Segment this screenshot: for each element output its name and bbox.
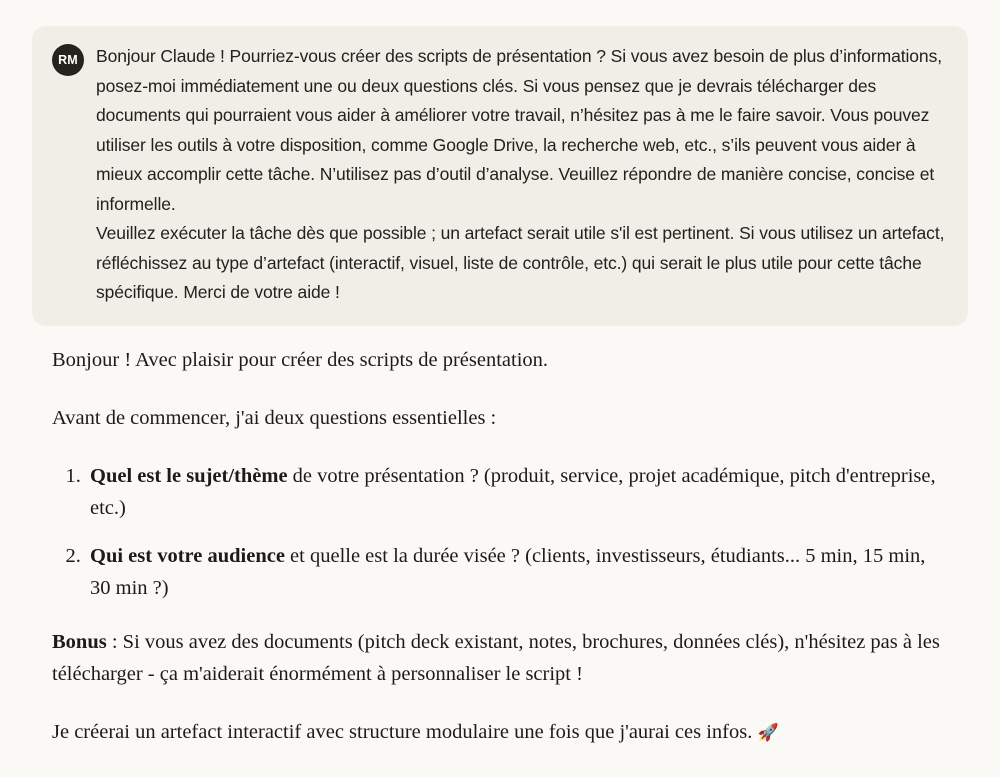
question-topic-label: Quel est le sujet/thème <box>90 464 288 487</box>
question-topic-text: de votre présentation ? (produit, service, projet académique, pitch d'entreprise, etc.) <box>90 464 936 519</box>
closing-text: Je créerai un artefact interactif avec structure modulaire une fois que j'aurai ces infos. <box>52 720 753 743</box>
assistant-intro: Bonjour ! Avec plaisir pour créer des scripts de présentation. <box>52 348 549 371</box>
user-message-paragraph: Bonjour Claude ! Pourriez-vous créer des scripts de présentation ? Si vous avez besoin de plus d’informations, posez-moi immédiatement une ou deux questions clés. Si vous pensez que je devrais télécharger des documents qui pourraient vous aider à améliorer votre travail, n’hésitez pas à me le faire savoir. Vous pouvez utiliser les outils à votre disposition, comme Google Drive, la recherche web, etc., s’ils peuvent vous aider à mieux accomplir cette tâche. N’utilisez pas d’outil d’analyse. Veuillez répondre de manière concise, concise et informelle. <box>96 46 942 214</box>
user-message-text <box>96 42 948 308</box>
assistant-question-list <box>52 460 948 604</box>
list-item <box>86 540 948 604</box>
assistant-message <box>32 326 968 749</box>
assistant-bonus <box>52 626 948 690</box>
assistant-questions-lead: Avant de commencer, j'ai deux questions essentielles : <box>52 406 497 429</box>
bonus-label: Bonus <box>52 630 107 653</box>
bonus-text: : Si vous avez des documents (pitch deck existant, notes, brochures, données clés), n'hésitez pas à les télécharger - ça m'aiderait énormément à personnaliser le script ! <box>52 630 940 685</box>
question-audience-label: Qui est votre audience <box>90 544 285 567</box>
assistant-closing <box>52 716 948 749</box>
rocket-icon: 🚀 <box>757 722 779 743</box>
list-item <box>86 460 948 524</box>
avatar: RM <box>52 44 84 76</box>
user-message-paragraph: Veuillez exécuter la tâche dès que possible ; un artefact serait utile s'il est pertinent. Si vous utilisez un artefact, réfléchissez au type d’artefact (interactif, visuel, liste de contrôle, etc.) qui serait le plus utile pour cette tâche spécifique. Merci de votre aide ! <box>96 223 945 302</box>
question-audience-text: et quelle est la durée visée ? (clients, investisseurs, étudiants... 5 min, 15 min, 30 min ?) <box>90 544 926 599</box>
user-message <box>32 26 968 326</box>
